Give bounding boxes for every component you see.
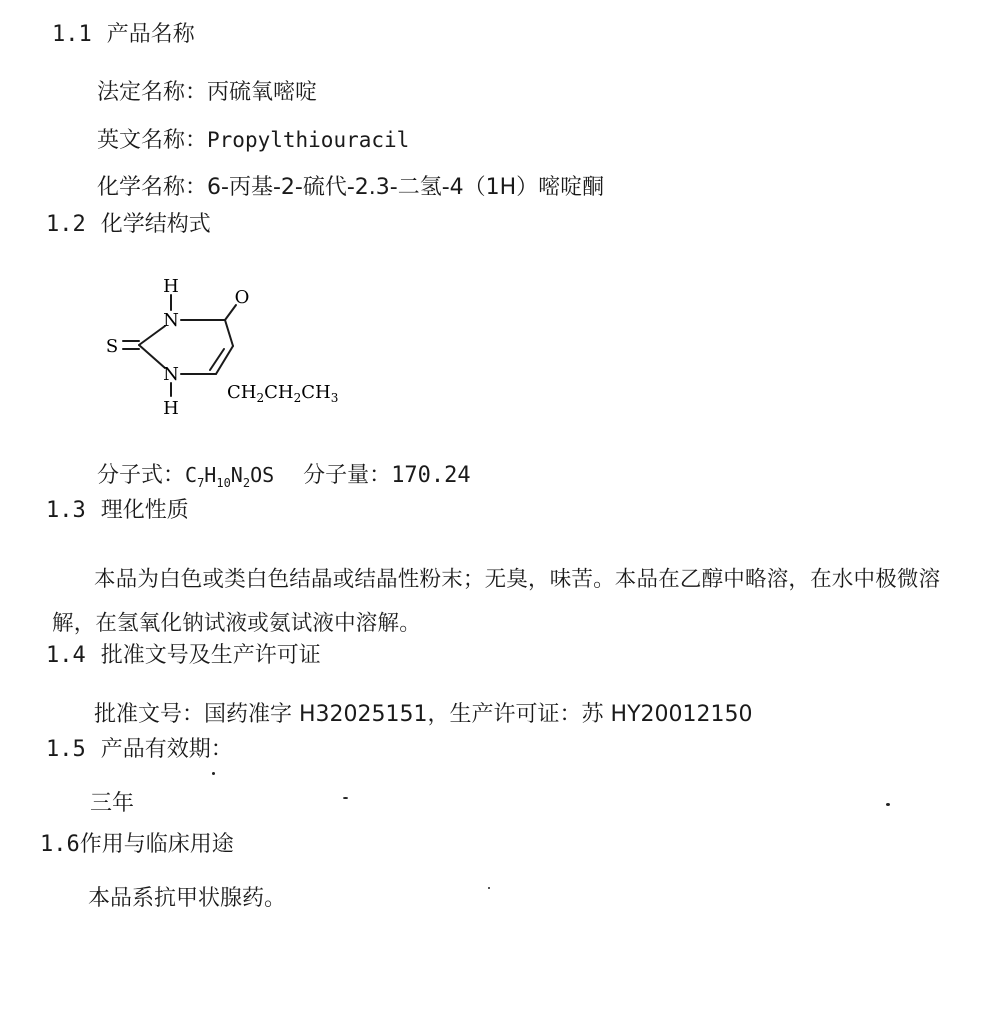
english-name-line	[97, 127, 409, 154]
molecular-weight-value: 170.24	[391, 463, 471, 488]
atom-s: S	[105, 336, 119, 357]
section-1-2-heading	[46, 212, 211, 238]
atom-n-top: N	[163, 310, 179, 331]
english-name-label: 英文名称：	[97, 128, 208, 153]
section-1-3-heading	[46, 498, 189, 524]
section-1-4-heading	[46, 643, 321, 669]
molecular-weight-label: 分子量：	[303, 463, 392, 488]
english-name-value: Propylthiouracil	[207, 128, 410, 152]
formula-element: C	[185, 463, 198, 487]
section-title: 产品有效期：	[100, 737, 233, 762]
chemical-structure	[95, 270, 395, 430]
approval-label: 批准文号：	[94, 702, 205, 727]
section-number: 1.4	[46, 643, 86, 668]
section-1-5-heading	[46, 737, 233, 763]
section-1-6-heading	[40, 832, 234, 858]
bond-c4-c5	[225, 320, 233, 346]
section-number: 1.2	[46, 212, 86, 237]
legal-name-label: 法定名称：	[97, 80, 208, 105]
propyl-chain: $CH_2CH_2CH_3$	[227, 382, 339, 405]
formula-element: N	[230, 463, 243, 487]
section-title: 作用与临床用途	[79, 832, 234, 857]
properties-paragraph: 本品为白色或类白色结晶或结晶性粉末；无臭，味苦。本品在乙醇中略溶，在水中极微溶解，在氢氧化钠试液或氨试液中溶解。	[52, 567, 941, 636]
formula-subscript: 10	[216, 476, 231, 490]
formula-line	[97, 462, 471, 489]
bond-c2-n-bot	[139, 345, 165, 368]
molecular-formula	[185, 463, 275, 490]
section-number: 1.5	[46, 737, 86, 762]
license-value: 苏 HY20012150	[581, 702, 753, 727]
formula-subscript: 7	[197, 476, 205, 490]
section-title: 理化性质	[100, 498, 189, 523]
bond-n-c2-top	[139, 326, 165, 345]
scan-speck	[886, 803, 890, 806]
bond-c5-c6-double	[210, 349, 224, 370]
atom-h-top: H	[163, 276, 179, 297]
chemical-name-line	[97, 175, 604, 201]
usage-paragraph: 本品系抗甲状腺药。	[88, 886, 287, 911]
license-label: 生产许可证：	[449, 702, 582, 727]
formula-label: 分子式：	[97, 463, 186, 488]
scan-speck	[212, 772, 215, 775]
bond-c5-c6	[216, 346, 233, 374]
section-title: 化学结构式	[100, 212, 211, 237]
chemical-name-label: 化学名称：	[97, 175, 208, 200]
atom-o: O	[234, 287, 250, 308]
scan-speck	[343, 797, 348, 799]
section-title: 产品名称	[106, 22, 195, 47]
section-title: 批准文号及生产许可证	[100, 643, 321, 668]
section-number: 1.3	[46, 498, 86, 523]
approval-line	[94, 702, 753, 728]
formula-element: OS	[250, 463, 275, 487]
scan-speck	[488, 887, 490, 889]
section-number: 1.6	[40, 832, 80, 857]
chemical-name-value: 6-丙基-2-硫代-2.3-二氢-4（1H）嘧啶酮	[207, 175, 605, 200]
formula-subscript: 2	[242, 476, 251, 490]
formula-element: H	[204, 463, 217, 487]
atom-h-bot: H	[163, 398, 179, 419]
legal-name-line	[97, 80, 317, 106]
section-1-1-heading	[52, 22, 195, 48]
shelf-life-value: 三年	[90, 791, 135, 816]
legal-name-value: 丙硫氧嘧啶	[207, 80, 318, 105]
atom-n-bot: N	[163, 364, 179, 385]
section-number: 1.1	[52, 22, 92, 47]
approval-value: 国药准字 H32025151，	[204, 702, 450, 727]
